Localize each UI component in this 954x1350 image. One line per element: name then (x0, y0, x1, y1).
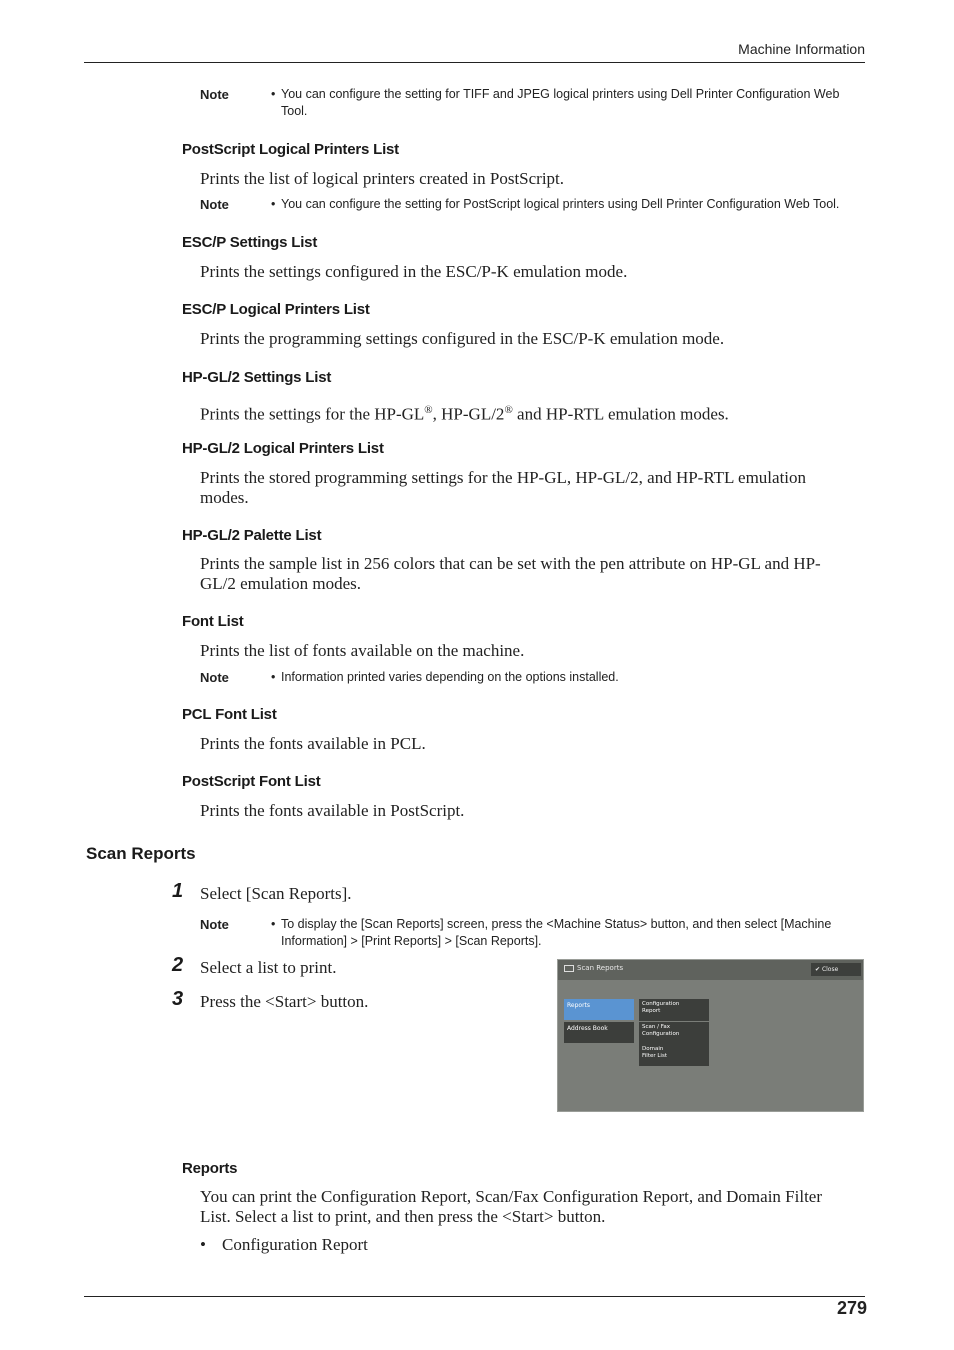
step-number: 3 (172, 988, 184, 1010)
footer-rule (84, 1296, 865, 1297)
list-item-scan-fax-configuration[interactable]: Scan / Fax Configuration (639, 1022, 709, 1044)
bullet: • (200, 1235, 206, 1254)
step-number: 2 (172, 954, 184, 976)
body-postscript-logical: Prints the list of logical printers created in PostScript. (200, 169, 565, 188)
screen-title-bar (558, 960, 863, 980)
body-pcl-font: Prints the fonts available in PCL. (200, 734, 426, 753)
heading-hpgl-logical: HP-GL/2 Logical Printers List (182, 440, 384, 457)
body-hpgl-palette: Prints the sample list in 256 colors that can be set with the pen attribute on HP-GL and HP- GL/2 emulation modes. (200, 554, 821, 593)
list-item-domain-filter-list[interactable]: Domain Filter List (639, 1044, 709, 1066)
heading-hpgl-palette: HP-GL/2 Palette List (182, 527, 322, 544)
step-text: Press the <Start> button. (200, 992, 369, 1011)
note-text: • To display the [Scan Reports] screen, press the <Machine Status> button, and then select [Machine Information] > [Print Reports] > [Scan Reports]. (271, 917, 832, 948)
note-text: • You can configure the setting for TIFF and JPEG logical printers using Dell Printer Configuration Web Tool. (271, 87, 840, 118)
bullet: • (271, 917, 276, 931)
body-hpgl-settings: Prints the settings for the HP-GL®, HP-GL/2® and HP-RTL emulation modes. (200, 404, 729, 424)
bullet: • (271, 87, 276, 101)
step-number: 1 (172, 880, 184, 902)
tab-reports[interactable]: Reports (564, 999, 634, 1020)
running-header: Machine Information (738, 41, 865, 57)
body-escp-logical: Prints the programming settings configured in the ESC/P-K emulation mode. (200, 329, 725, 348)
tab-address-book[interactable]: Address Book (564, 1022, 634, 1043)
step-text: Select a list to print. (200, 958, 337, 977)
bullet: • (271, 670, 276, 684)
note-label: Note (200, 917, 229, 932)
heading-ps-font: PostScript Font List (182, 773, 321, 790)
heading-reports: Reports (182, 1160, 238, 1177)
heading-postscript-logical: PostScript Logical Printers List (182, 141, 399, 158)
note-label: Note (200, 87, 229, 102)
screen-title: Scan Reports (564, 964, 623, 972)
heading-escp-logical: ESC/P Logical Printers List (182, 301, 370, 318)
close-button[interactable]: ✔ Close (811, 963, 861, 976)
note-label: Note (200, 197, 229, 212)
body-escp-settings: Prints the settings configured in the ESC/P-K emulation mode. (200, 262, 628, 281)
scanner-icon (564, 965, 574, 972)
header-rule (84, 62, 865, 63)
heading-pcl-font: PCL Font List (182, 706, 277, 723)
page-number: 279 (836, 1298, 867, 1318)
body-hpgl-logical: Prints the stored programming settings for the HP-GL, HP-GL/2, and HP-RTL emulation modes. (200, 468, 807, 507)
heading-escp-settings: ESC/P Settings List (182, 234, 318, 251)
step-text: Select [Scan Reports]. (200, 884, 352, 903)
heading-hpgl-settings: HP-GL/2 Settings List (182, 369, 332, 386)
heading-font-list: Font List (182, 613, 244, 630)
bullet-item: • Configuration Report (200, 1235, 368, 1254)
body-reports: You can print the Configuration Report, Scan/Fax Configuration Report, and Domain Filter List. Select a list to print, and then press the <Start> button. (200, 1187, 822, 1226)
note-text: • Information printed varies depending on the options installed. (271, 670, 619, 684)
body-font-list: Prints the list of fonts available on the machine. (200, 641, 525, 660)
body-ps-font: Prints the fonts available in PostScript. (200, 801, 465, 820)
scan-reports-screenshot (557, 959, 864, 1112)
list-item-configuration-report[interactable]: Configuration Report (639, 999, 709, 1021)
note-text: • You can configure the setting for PostScript logical printers using Dell Printer Configuration Web Tool. (271, 197, 840, 211)
note-label: Note (200, 670, 229, 685)
heading-scan-reports: Scan Reports (86, 844, 196, 863)
bullet: • (271, 197, 276, 211)
